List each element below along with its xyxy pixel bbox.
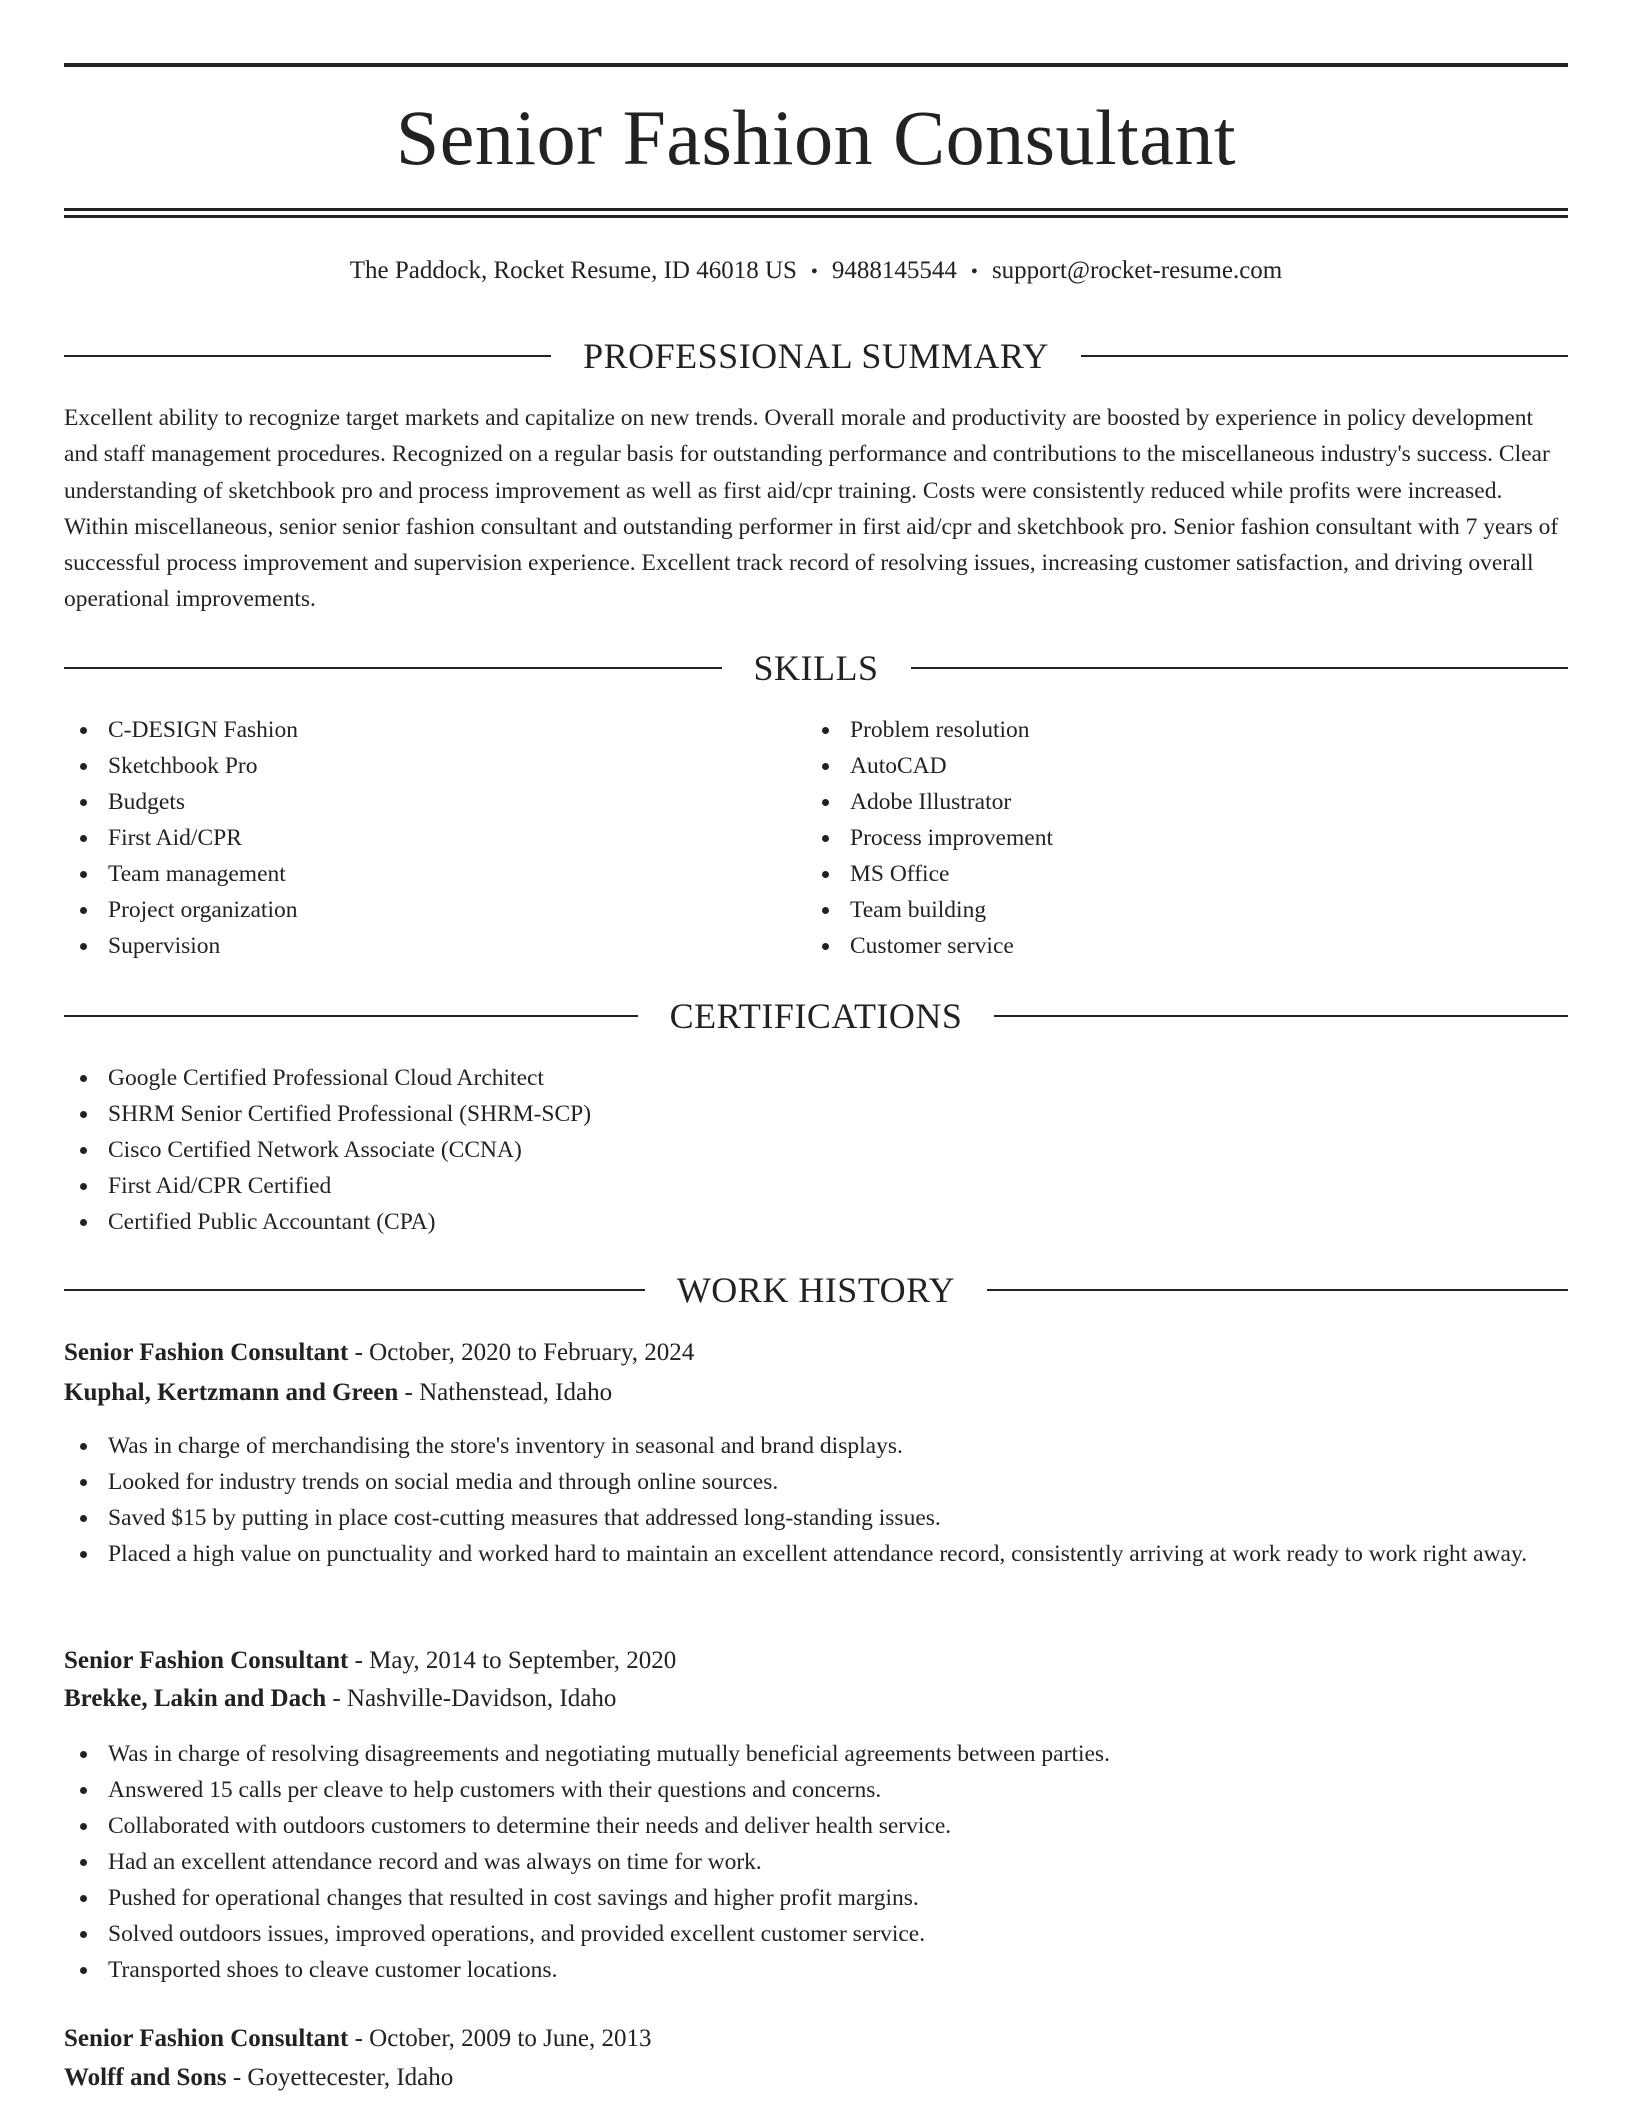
list-item: Team management bbox=[64, 856, 764, 892]
list-item: Collaborated with outdoors customers to determine their needs and deliver health service. bbox=[64, 1808, 1568, 1844]
list-item: Problem resolution bbox=[806, 712, 1506, 748]
job-dates: - May, 2014 to September, 2020 bbox=[354, 1647, 677, 1674]
divider bbox=[994, 1015, 1568, 1017]
job-location: - Goyettecester, Idaho bbox=[232, 2064, 454, 2091]
list-item: AutoCAD bbox=[806, 748, 1506, 784]
divider bbox=[64, 1289, 645, 1291]
list-item: Customer service bbox=[806, 928, 1506, 964]
job-company: Brekke, Lakin and Dach bbox=[64, 1685, 327, 1712]
list-item: First Aid/CPR Certified bbox=[64, 1168, 1568, 1204]
divider bbox=[1081, 355, 1568, 357]
list-item: SHRM Senior Certified Professional (SHRM-SCP) bbox=[64, 1096, 1568, 1132]
job-company-line bbox=[64, 1376, 1568, 1410]
divider bbox=[987, 1289, 1568, 1291]
list-item: MS Office bbox=[806, 856, 1506, 892]
list-item: Cisco Certified Network Associate (CCNA) bbox=[64, 1132, 1568, 1168]
certifications-list bbox=[64, 1060, 1568, 1240]
list-item: Google Certified Professional Cloud Architect bbox=[64, 1060, 1568, 1096]
list-item: Saved $15 by putting in place cost-cutting measures that addressed long-standing issues. bbox=[64, 1500, 1568, 1536]
list-item: Was in charge of merchandising the store's inventory in seasonal and brand displays. bbox=[64, 1428, 1568, 1464]
skills-heading bbox=[64, 646, 1568, 690]
job-title-line bbox=[64, 1644, 1568, 1678]
contact-address: The Paddock, Rocket Resume, ID 46018 US bbox=[349, 257, 797, 284]
contact-line bbox=[64, 254, 1568, 289]
divider bbox=[64, 1015, 638, 1017]
list-item: Was in charge of resolving disagreements and negotiating mutually beneficial agreements between parties. bbox=[64, 1736, 1568, 1772]
job-title-line bbox=[64, 1336, 1568, 1370]
job-title: Senior Fashion Consultant bbox=[64, 2025, 349, 2052]
job-bullets bbox=[64, 1428, 1568, 1574]
job-company: Kuphal, Kertzmann and Green bbox=[64, 1379, 399, 1406]
section-title: CERTIFICATIONS bbox=[669, 996, 963, 1036]
list-item: Had an excellent attendance record and was always on time for work. bbox=[64, 1844, 1568, 1880]
work-heading bbox=[64, 1268, 1568, 1312]
list-item: Adobe Illustrator bbox=[806, 784, 1506, 820]
title-double-rule bbox=[64, 208, 1568, 218]
section-title: SKILLS bbox=[753, 648, 879, 688]
job-location: - Nashville-Davidson, Idaho bbox=[332, 1685, 617, 1712]
list-item: Looked for industry trends on social media and through online sources. bbox=[64, 1464, 1568, 1500]
list-item: Process improvement bbox=[806, 820, 1506, 856]
job-location: - Nathenstead, Idaho bbox=[404, 1379, 613, 1406]
list-item: Answered 15 calls per cleave to help customers with their questions and concerns. bbox=[64, 1772, 1568, 1808]
job-company-line bbox=[64, 1682, 1568, 1716]
certifications-heading bbox=[64, 994, 1568, 1038]
divider bbox=[64, 667, 722, 669]
top-rule bbox=[64, 63, 1568, 67]
job-bullets bbox=[64, 1736, 1568, 1988]
summary-heading bbox=[64, 334, 1568, 378]
list-item: Budgets bbox=[64, 784, 764, 820]
resume-title: Senior Fashion Consultant bbox=[395, 94, 1237, 181]
job-title: Senior Fashion Consultant bbox=[64, 1339, 349, 1366]
job-dates: - October, 2009 to June, 2013 bbox=[354, 2025, 652, 2052]
list-item: Certified Public Accountant (CPA) bbox=[64, 1204, 1568, 1240]
list-item: Placed a high value on punctuality and worked hard to maintain an excellent attendance record, consistently arriving at work ready to work right away. bbox=[64, 1536, 1568, 1574]
contact-phone: 9488145544 bbox=[831, 257, 957, 284]
summary-text: Excellent ability to recognize target markets and capitalize on new trends. Overall morale and productivity are boosted by experience in policy development and staff management procedures. Recognized on a regular basis for outstanding performance and contributions to the miscellaneous industry's success. Clear understanding of sketchbook pro and process improvement as well as first aid/cpr training. Costs were consistently reduced while profits were increased. Within miscellaneous, senior senior fashion consultant and outstanding performer in first aid/cpr and sketchbook pro. Senior fashion consultant with 7 years of successful process improvement and supervision experience. Excellent track record of resolving issues, increasing customer satisfaction, and driving overall operational improvements. bbox=[64, 405, 1559, 613]
bullet-separator: • bbox=[810, 261, 818, 283]
list-item: Pushed for operational changes that resulted in cost savings and higher profit margins. bbox=[64, 1880, 1568, 1916]
job-dates: - October, 2020 to February, 2024 bbox=[354, 1339, 695, 1366]
section-title: PROFESSIONAL SUMMARY bbox=[583, 336, 1049, 376]
list-item: Sketchbook Pro bbox=[64, 748, 764, 784]
list-item: C-DESIGN Fashion bbox=[64, 712, 764, 748]
skills-list-right bbox=[806, 712, 1506, 964]
divider bbox=[911, 667, 1569, 669]
contact-email: support@rocket-resume.com bbox=[991, 257, 1283, 284]
list-item: Supervision bbox=[64, 928, 764, 964]
list-item: First Aid/CPR bbox=[64, 820, 764, 856]
section-title: WORK HISTORY bbox=[676, 1270, 956, 1310]
skills-list-left bbox=[64, 712, 764, 964]
list-item: Project organization bbox=[64, 892, 764, 928]
job-title-line bbox=[64, 2022, 1568, 2056]
job-company-line bbox=[64, 2061, 1568, 2095]
list-item: Team building bbox=[806, 892, 1506, 928]
job-company: Wolff and Sons bbox=[64, 2064, 227, 2091]
list-item: Solved outdoors issues, improved operations, and provided excellent customer service. bbox=[64, 1916, 1568, 1952]
bullet-separator: • bbox=[970, 261, 978, 283]
divider bbox=[64, 355, 551, 357]
job-title: Senior Fashion Consultant bbox=[64, 1647, 349, 1674]
list-item: Transported shoes to cleave customer locations. bbox=[64, 1952, 1568, 1988]
